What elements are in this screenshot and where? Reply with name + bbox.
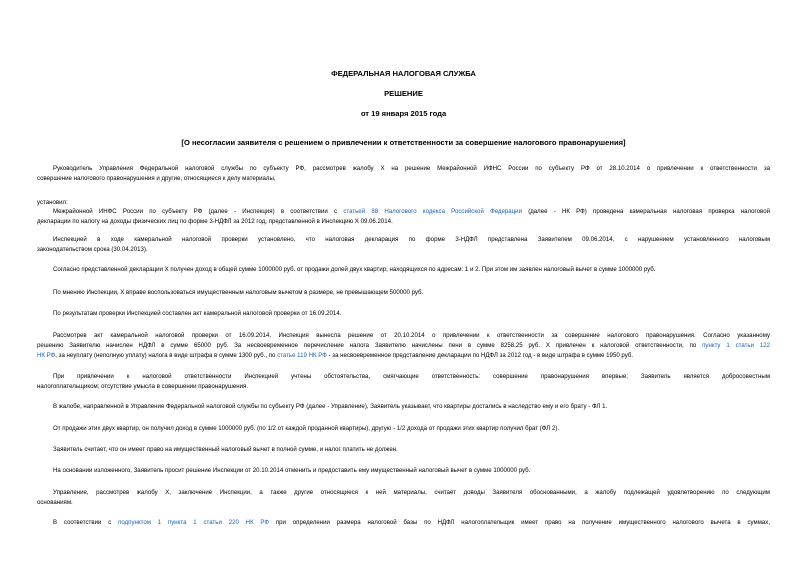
- paragraph-findings: [37, 235, 770, 255]
- paragraph-intro: [37, 164, 770, 184]
- article-220-link[interactable]: подпунктом 1 пункта 1 статьи 220 НК РФ: [118, 519, 270, 526]
- document-type: РЕШЕНИЕ: [384, 89, 423, 98]
- paragraph-claim: Заявитель считает, что он имеет право на имущественный налоговый вычет в полной сумме, и налог платить не должен.: [53, 446, 398, 453]
- paragraph-sale: От продажи этих двух квартир, он получил доход в сумме 1000000 руб. (по 1/2 от каждой проданной квартиры), другую - 1/2 дохода от продажи этих квартир получил брат (ФЛ 2).: [53, 425, 560, 432]
- paragraph-review: [37, 488, 770, 508]
- paragraph-law: [37, 518, 770, 528]
- paragraph-line: законодательством срока (30.04.2013).: [37, 246, 148, 253]
- article-122-link[interactable]: пункту 1 статьи 122: [702, 342, 770, 349]
- paragraph-line: В соответствии с подпунктом 1 пункта 1 статьи 220 НК РФ при определении размера налоговой базы по НДФЛ налогоплательщик имеет право на получение имущественного налогового вычета в суммах,: [53, 519, 771, 526]
- paragraph-opinion: По мнению Инспекции, X вправе воспользоваться имущественным налоговым вычетом в размере, не превышающем 500000 руб.: [53, 289, 424, 296]
- paragraph-request: На основании изложенного, Заявитель просит решение Инспекции от 20.10.2014 отменить и предоставить ему имущественный налоговый вычет в сумме 1000000 руб.: [53, 467, 531, 474]
- paragraph-income: Согласно представленной декларации X получен доход в общей сумме 1000000 руб. от продажи долей двух квартир, находящихся по адресам: 1 и 2. При этом им заявлен налоговый вычет в сумме 1000000 руб.: [53, 266, 656, 273]
- paragraph-line: Рассмотрев акт камеральной налоговой проверки от 16.09.2014, Инспекция вынесла решение от 20.10.2014 о привлечении к ответственности за совершение налогового правонарушения. Согласно указанному: [53, 332, 770, 339]
- agency-title: ФЕДЕРАЛЬНАЯ НАЛОГОВАЯ СЛУЖБА: [331, 69, 476, 78]
- paragraph-line: НК РФ, за неуплату (неполную уплату) налога в виде штрафа в сумме 1300 руб., по статье 119 НК РФ - за несвоевременное представление декларации по НДФЛ за 2012 год - в виде штрафа в сумме 1950 руб.: [37, 352, 634, 359]
- established-label: установил:: [37, 199, 68, 206]
- paragraph-decision: [37, 331, 770, 361]
- paragraph-line: Управление, рассмотрев жалобу X, заключение Инспекции, а также другие относящиеся к ней материалы, считает доводы Заявителя обоснованными, а жалобу подлежащей удовлетворению по следующим: [53, 489, 770, 496]
- paragraph-complaint: В жалобе, направленной в Управление Федеральной налоговой службы по субъекту РФ (далее - Управление), Заявитель указывает, что квартиры достались в наследство ему и его брату - ФЛ 1.: [53, 403, 608, 410]
- paragraph-line: При привлечении к налоговой ответственности Инспекцией учтены обстоятельства, смягчающие ответственность: совершение правонарушения впервые; Заявитель является добросовестным: [53, 373, 770, 380]
- paragraph-line: Инспекцией в ходе камеральной налоговой проверки установлено, что налоговая декларация по форме 3-НДФЛ представлена Заявителем 09.06.2014, с нарушением установленного налоговым: [53, 236, 770, 243]
- paragraph-act: По результатам проверки Инспекцией составлен акт камеральной налоговой проверки от 16.09.2014.: [53, 310, 342, 317]
- paragraph-mitigating: [37, 372, 770, 392]
- article-88-link[interactable]: статьей 88 Налогового кодекса Российской Федерации: [343, 208, 522, 215]
- paragraph-line: основаниям.: [37, 499, 73, 506]
- document-subject: [О несогласии заявителя с решением о привлечении к ответственности за совершение налогового правонарушения]: [181, 138, 626, 147]
- article-119-link[interactable]: статье 119 НК РФ: [277, 352, 327, 359]
- paragraph-line: совершение налогового правонарушения и другие, относящиеся к делу материалы,: [37, 175, 276, 182]
- paragraph-line: Руководитель Управления Федеральной налоговой службы по субъекту РФ, рассмотрев жалобу X на решение Межрайонной ИФНС России по субъекту РФ от 28.10.2014 о привлечении к ответственности за: [53, 165, 770, 172]
- document-date: от 19 января 2015 года: [360, 109, 447, 118]
- article-122-link-tail[interactable]: НК РФ: [37, 352, 56, 359]
- paragraph-line: Межрайонной ИНФС России по субъекту РФ (далее - Инспекция) в соответствии с статьей 88 Налогового кодекса Российской Федерации (далее - НК РФ) проведена камеральная налоговая проверка налоговой: [53, 208, 770, 215]
- paragraph-line: налогоплательщиком; отсутствие умысла в совершении правонарушения.: [37, 383, 249, 390]
- paragraph-line: декларации по налогу на доходы физических лиц по форме 3-НДФЛ за 2012 год, представленной в Инспекцию X 09.06.2014.: [37, 218, 393, 225]
- paragraph-line: решению Заявителю начислен НДФЛ в сумме 65000 руб. За несвоевременное перечисление налога Заявителю начислены пени в сумме 8258,25 руб. X привлечен к налоговой ответственности, по пункту 1 статьи 122: [37, 342, 770, 349]
- paragraph-inspection: [37, 207, 770, 227]
